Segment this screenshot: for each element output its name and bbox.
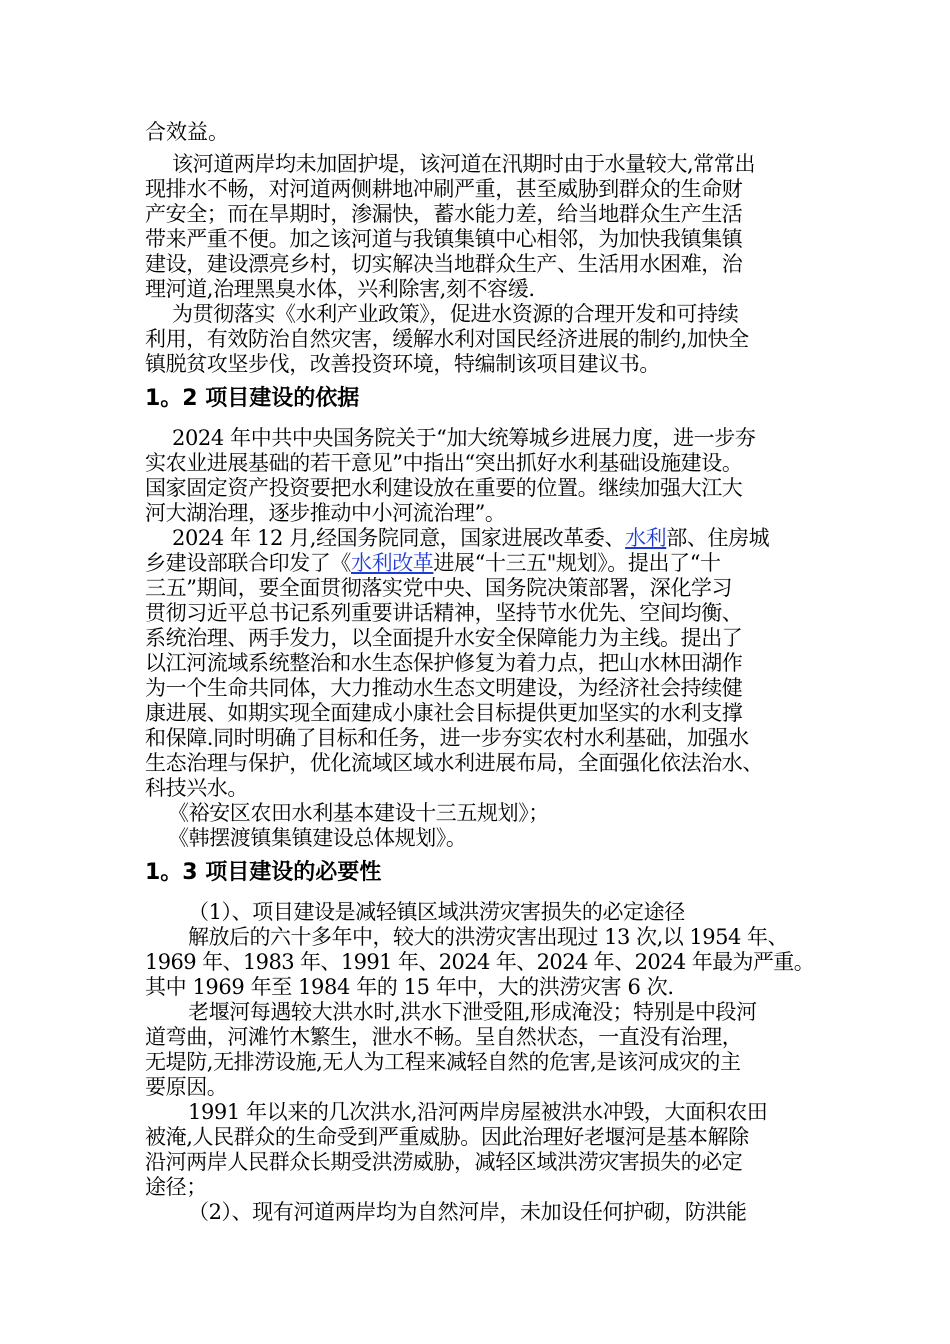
- list-item-title: （2）、现有河道两岸均为自然河岸，未加设任何护砌，防洪能: [188, 1200, 747, 1224]
- paragraph-line: 科技兴水。: [145, 776, 248, 800]
- reference-line: 《裕安区农田水利基本建设十三五规划》；: [168, 801, 549, 825]
- paragraph-line: 1969 年、1983 年、1991 年、2024 年、2024 年、2024 年最为严重。: [145, 950, 815, 974]
- paragraph-line: 其中 1969 年至 1984 年的 15 年中，大的洪涝灾害 6 次.: [145, 975, 674, 999]
- text-run: 2024 年 12 月,经国务院同意，国家进展改革委、: [172, 526, 626, 550]
- paragraph-line: 无堤防,无排涝设施,无人为工程来减轻自然的危害,是该河成灾的主: [145, 1050, 741, 1074]
- text-run: 部、住房城: [666, 526, 770, 550]
- paragraph-line: 系统治理、两手发力，以全面提升水安全保障能力为主线。提出了: [145, 626, 743, 650]
- paragraph-line: 道弯曲，河滩竹木繁生，泄水不畅。呈自然状态，一直没有治理，: [145, 1025, 743, 1049]
- paragraph-line: 三五”期间，要全面贯彻落实党中央、国务院决策部署，深化学习: [145, 576, 733, 600]
- section-heading-1-3: 1。3 项目建设的必要性: [145, 860, 382, 885]
- paragraph-line: 沿河两岸人民群众长期受洪涝威胁，减轻区域洪涝灾害损失的必定: [145, 1150, 743, 1174]
- paragraph-line: 带来严重不便。加之该河道与我镇集镇中心相邻，为加快我镇集镇: [145, 227, 743, 251]
- reference-line: 《韩摆渡镇集镇建设总体规划》。: [168, 826, 467, 850]
- paragraph-line: 贯彻习近平总书记系列重要讲话精神，坚持节水优先、空间均衡、: [145, 601, 743, 625]
- paragraph-line: 途径；: [145, 1175, 207, 1199]
- paragraph-line: 镇脱贫攻坚步伐，改善投资环境，特编制该项目建议书。: [145, 352, 660, 376]
- paragraph-line: [145, 551, 721, 575]
- paragraph-line: 该河道两岸均未加固护堤，该河道在汛期时由于水量较大,常常出: [172, 152, 756, 176]
- water-reform-link[interactable]: 水利改革: [351, 551, 434, 575]
- paragraph-line: 建设，建设漂亮乡村，切实解决当地群众生产、生活用水困难，治: [145, 252, 743, 276]
- paragraph-line: 现排水不畅，对河道两侧耕地冲刷严重，甚至威胁到群众的生命财: [145, 177, 743, 201]
- text-run: 乡建设部联合印发了《: [145, 551, 351, 575]
- water-conservancy-link[interactable]: 水利: [625, 526, 667, 550]
- paragraph-line: 产安全；而在旱期时，渗漏快，蓄水能力差，给当地群众生产生活: [145, 202, 743, 226]
- paragraph-line: 要原因。: [145, 1075, 228, 1099]
- paragraph-line: 实农业进展基础的若干意见”中指出“突出抓好水利基础设施建设。: [145, 451, 743, 475]
- paragraph-line: 利用，有效防治自然灾害，缓解水利对国民经济进展的制约,加快全: [145, 327, 749, 351]
- paragraph-line: 和保障.同时明确了目标和任务，进一步夯实农村水利基础，加强水: [145, 726, 749, 750]
- paragraph-line: 老堰河每遇较大洪水时,洪水下泄受阻,形成淹没；特别是中段河: [188, 1000, 757, 1024]
- paragraph-line: 为贯彻落实《水利产业政策》，促进水资源的合理开发和可持续: [172, 302, 739, 326]
- paragraph-line: 河大湖治理，逐步推动中小河流治理”。: [145, 501, 506, 525]
- paragraph-line: [172, 526, 769, 550]
- paragraph-line: 被淹,人民群众的生命受到严重威胁。因此治理好老堰河是基本解除: [145, 1125, 749, 1149]
- paragraph-line: 以江河流域系统整治和水生态保护修复为着力点，把山水林田湖作: [145, 651, 743, 675]
- section-heading-1-2: 1。2 项目建设的依据: [145, 386, 360, 411]
- list-item-title: （1）、项目建设是减轻镇区域洪涝灾害损失的必定途径: [188, 900, 685, 924]
- paragraph-line: 1991 年以来的几次洪水,沿河两岸房屋被洪水冲毁，大面积农田: [188, 1100, 768, 1124]
- text-run: 进展“十三五"规划》。提出了“十: [433, 551, 721, 575]
- paragraph-line: 理河道,治理黑臭水体，兴利除害,刻不容缓.: [145, 277, 535, 301]
- paragraph-line: 国家固定资产投资要把水利建设放在重要的位置。继续加强大江大: [145, 476, 743, 500]
- paragraph-line: 生态治理与保护，优化流域区域水利进展布局，全面强化依法治水、: [145, 751, 763, 775]
- paragraph-line: 解放后的六十多年中，较大的洪涝灾害出现过 13 次,以 1954 年、: [188, 925, 789, 949]
- paragraph-line: 康进展、如期实现全面建成小康社会目标提供更加坚实的水利支撑: [145, 701, 743, 725]
- paragraph-line: 2024 年中共中央国务院关于“加大统筹城乡进展力度，进一步夯: [172, 426, 756, 450]
- paragraph-line: 为一个生命共同体，大力推动水生态文明建设，为经济社会持续健: [145, 676, 743, 700]
- paragraph-line: 合效益。: [145, 120, 229, 144]
